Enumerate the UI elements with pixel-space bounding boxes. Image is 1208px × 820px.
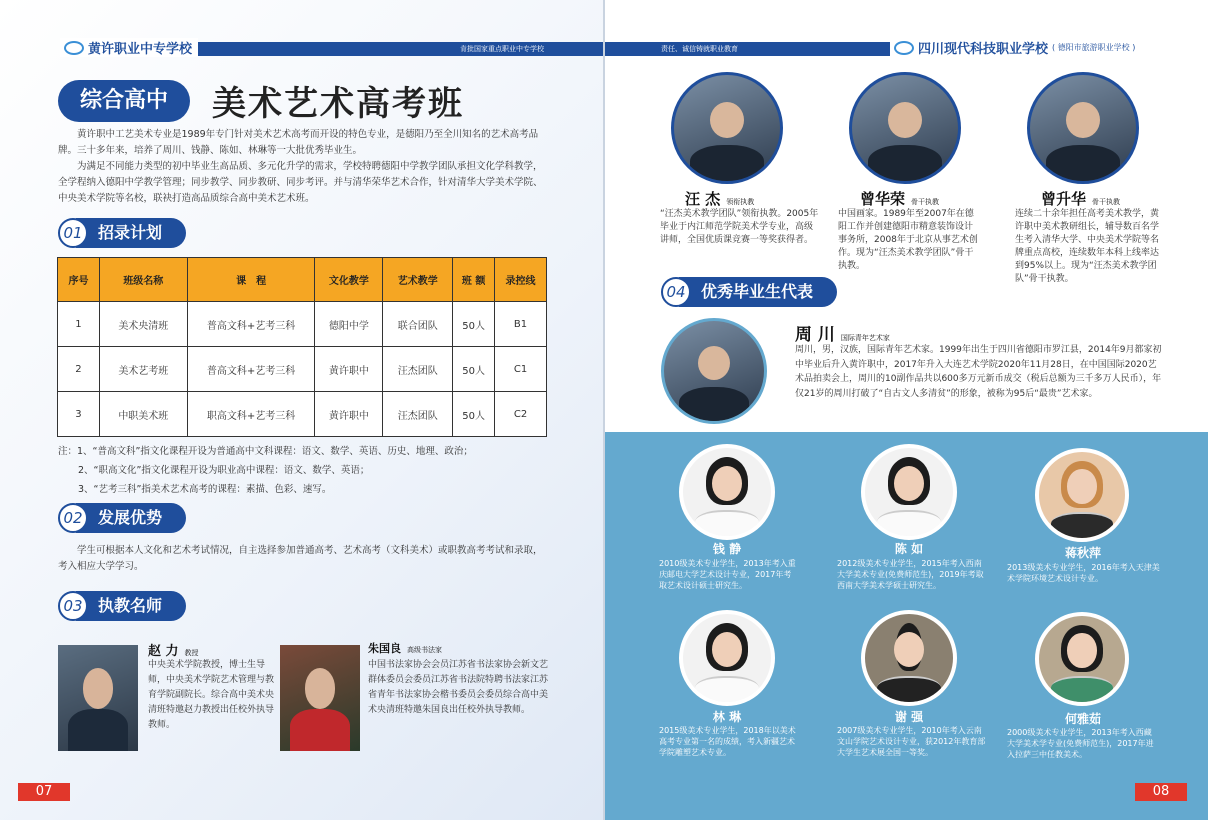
table-cell: 美术艺考班 <box>99 347 187 392</box>
table-row <box>58 392 547 437</box>
graduate-desc: 周川，男，汉族，国际青年艺术家。1999年出生于四川省德阳市罗江县，2014年9月都家初中毕业后升入黄许职中，2017年升入大连艺术学院2020年11月28日，在中国国际2020艺术品拍卖会上，周川的10副作品共以600多万元新币成交（税后总额为三千多万人民币），年仅21岁的周川打破了“自古文人多清贫”的形象，被称为95后“最贵”艺术家。 <box>795 345 1162 399</box>
section-label: 招录计划 <box>76 218 186 248</box>
graduate-photo <box>679 444 775 540</box>
school-brand <box>60 38 198 57</box>
table-row <box>58 302 547 347</box>
table-cell: 职高文科+艺考三科 <box>187 392 315 437</box>
graduate-photo <box>1035 612 1129 706</box>
graduate-photo <box>1035 448 1129 542</box>
section-admission <box>58 218 186 248</box>
section-number: 01 <box>58 218 88 248</box>
table-header-row <box>58 258 547 302</box>
graduate-name: 林 琳 <box>712 710 742 724</box>
graduate-photo <box>861 444 957 540</box>
col-header: 艺术教学 <box>383 258 453 302</box>
table-cell: 中职美术班 <box>99 392 187 437</box>
brand-text: 黄许职业中专学校 <box>88 42 193 57</box>
brand-subtitle: ( 德阳市旅游职业学校 ) <box>1052 43 1136 52</box>
school-brand <box>890 38 1208 57</box>
graduate-name: 周 川 国际青年艺术家 <box>795 325 890 345</box>
admission-table <box>57 257 547 437</box>
teacher-name: 汪 杰 领衔执教 <box>685 190 755 208</box>
graduate-desc: 2000级美术专业学生，2013年考入西藏大学美术学专业(免费师范生)，2017年进入拉萨三中任教美术。 <box>1007 728 1154 759</box>
table-cell: 黄许职中 <box>315 347 383 392</box>
table-cell: 2 <box>58 347 100 392</box>
section-graduates <box>661 277 837 307</box>
section-label: 执教名师 <box>76 591 186 621</box>
table-cell: 50人 <box>453 302 495 347</box>
topbar-text: 肯批国家重点职业中专学校 <box>460 45 544 53</box>
section-teachers <box>58 591 186 621</box>
table-cell: 1 <box>58 302 100 347</box>
table-cell: 黄许职中 <box>315 392 383 437</box>
teacher-photo-zhaoli <box>58 645 138 751</box>
table-cell: 3 <box>58 392 100 437</box>
table-cell: 联合团队 <box>383 302 453 347</box>
school-logo-icon <box>64 41 84 55</box>
graduate-desc: 2013级美术专业学生，2016年考入天津美术学院环境艺术设计专业。 <box>1007 563 1160 583</box>
table-cell: B1 <box>495 302 547 347</box>
teacher-photo-wangjie <box>671 72 783 184</box>
section-number: 02 <box>58 503 88 533</box>
teacher-desc: 中国书法家协会会员江苏省书法家协会新文艺群体委员会委员江苏省书法院特聘书法家江苏省青年书法家协会楷书委员会委员综合高中美术央清班特邀朱国良出任校外执导教师。 <box>368 660 549 715</box>
section-label: 优秀毕业生代表 <box>679 277 837 307</box>
graduate-photo <box>861 610 957 706</box>
graduate-name: 何雅茹 <box>1064 712 1101 726</box>
teacher-name: 朱国良 高级书法家 <box>368 642 442 655</box>
left-page <box>0 0 603 820</box>
table-cell: 普高文科+艺考三科 <box>187 347 315 392</box>
graduate-photo-zhouchuan <box>661 318 767 424</box>
table-cell: C1 <box>495 347 547 392</box>
brand-text: 四川现代科技职业学校 <box>918 42 1049 57</box>
graduate-name: 钱 静 <box>712 542 742 556</box>
graduate-desc: 2012级美术专业学生，2015年考入西南大学美术专业(免费师范生)，2019年考取西南大学美术学硕士研究生。 <box>837 559 984 590</box>
top-bar <box>605 42 890 56</box>
col-header: 序号 <box>58 258 100 302</box>
note-line: 2、“职高文化”指文化课程开设为职业高中课程：语文、数学、英语； <box>78 465 370 476</box>
table-cell: 50人 <box>453 392 495 437</box>
teacher-photo-zenghuarong <box>849 72 961 184</box>
graduate-name: 陈 如 <box>894 542 924 556</box>
col-header: 文化教学 <box>315 258 383 302</box>
table-cell: 汪杰团队 <box>383 347 453 392</box>
intro-paragraph-2: 为满足不同能力类型的初中毕业生高品质、多元化升学的需求，学校特聘德阳中学教学团队承担文化学科教学，全学程纳入德阳中学教学管理；同步教学、同步教研、同步考评。并与清华荣华艺术合作，针对清华大学美术学院、中央美术学院等名校，联袂打造高品质综合高中美术艺术班。 <box>58 161 543 204</box>
section-label: 发展优势 <box>76 503 186 533</box>
table-notes <box>58 442 473 499</box>
teacher-photo-zengshenghua <box>1027 72 1139 184</box>
graduate-desc: 2010级美术专业学生，2013年考入重庆邮电大学艺术设计专业，2017年考取艺术设计硕士研究生。 <box>659 559 796 590</box>
graduate-desc: 2015级美术专业学生，2018年以美术高考专业第一名的成绩，考入新疆艺术学院雕塑艺术专业。 <box>659 726 796 757</box>
col-header: 班 额 <box>453 258 495 302</box>
page-number: 08 <box>1135 783 1187 801</box>
table-cell: 汪杰团队 <box>383 392 453 437</box>
teacher-photo-zhuguoliang <box>280 645 360 751</box>
teacher-name: 曾华荣 骨干执教 <box>860 190 940 208</box>
table-cell: 普高文科+艺考三科 <box>187 302 315 347</box>
table-cell: 德阳中学 <box>315 302 383 347</box>
intro-paragraph-1: 黄许职中工艺美术专业是1989年专门针对美术艺术高考而开设的特色专业，是德阳乃至全川知名的艺术高考品牌。三十多年来，培养了周川、钱静、陈如、林琳等一大批优秀毕业生。 <box>58 129 539 156</box>
section-number: 03 <box>58 591 88 621</box>
col-header: 班级名称 <box>99 258 187 302</box>
school-logo-icon <box>894 41 914 55</box>
teacher-name: 赵 力 教授 <box>148 644 199 659</box>
table-cell: 50人 <box>453 347 495 392</box>
teacher-desc: 连续二十余年担任高考美术教学，黄许职中美术教研组长，辅导数百名学生考入清华大学、中央美术学院等名牌重点高校，连续数年本科上线率达到95%以上。现为“汪杰美术教学团队”骨干执教。 <box>1015 209 1160 284</box>
graduates-panel <box>605 432 1208 820</box>
col-header: 课 程 <box>187 258 315 302</box>
note-line: 3、“艺考三科”指美术艺术高考的课程：素描、色彩、速写。 <box>78 484 332 495</box>
teacher-desc: 中国画家。1989年至2007年在德阳工作并创建德阳市精意装饰设计事务所，2008年于北京从事艺术创作。现为“汪杰美术教学团队”骨干执教。 <box>838 209 978 271</box>
table-row <box>58 347 547 392</box>
page-number: 07 <box>18 783 70 801</box>
graduate-desc: 2007级美术专业学生，2010年考入云南文山学院艺术设计专业，获2012年教育部大学生艺术展全国一等奖。 <box>837 726 986 757</box>
topbar-text: 责任、诚信铸就职业教育 <box>661 45 738 53</box>
table-cell: 美术央清班 <box>99 302 187 347</box>
section-number: 04 <box>661 277 691 307</box>
teacher-desc: “汪杰美术教学团队”领衔执教。2005年毕业于内江师范学院美术学专业，高级讲师，全国优质课竞赛一等奖获得者。 <box>660 209 819 245</box>
teacher-desc: 中央美术学院教授，博士生导师，中央美术学院艺术管理与教育学院副院长。综合高中美术央清班特邀赵力教授出任校外执导教师。 <box>148 660 275 730</box>
note-line: 注：1、“普高文科”指文化课程开设为普通高中文科课程：语文、数学、英语、历史、地理、政治； <box>58 446 473 457</box>
graduate-photo <box>679 610 775 706</box>
col-header: 录控线 <box>495 258 547 302</box>
advantage-text: 学生可根据本人文化和艺术考试情况，自主选择参加普通高考、艺术高考（文科美术）或职教高考考试和录取，考入相应大学学习。 <box>58 545 543 572</box>
page-title: 美术艺术高考班 <box>212 84 464 124</box>
graduate-name: 谢 强 <box>894 710 924 724</box>
table-cell: C2 <box>495 392 547 437</box>
category-pill: 综合高中 <box>58 80 190 122</box>
graduate-name: 蒋秋萍 <box>1064 546 1101 560</box>
teacher-name: 曾升华 骨干执教 <box>1041 190 1121 208</box>
section-advantage <box>58 503 186 533</box>
